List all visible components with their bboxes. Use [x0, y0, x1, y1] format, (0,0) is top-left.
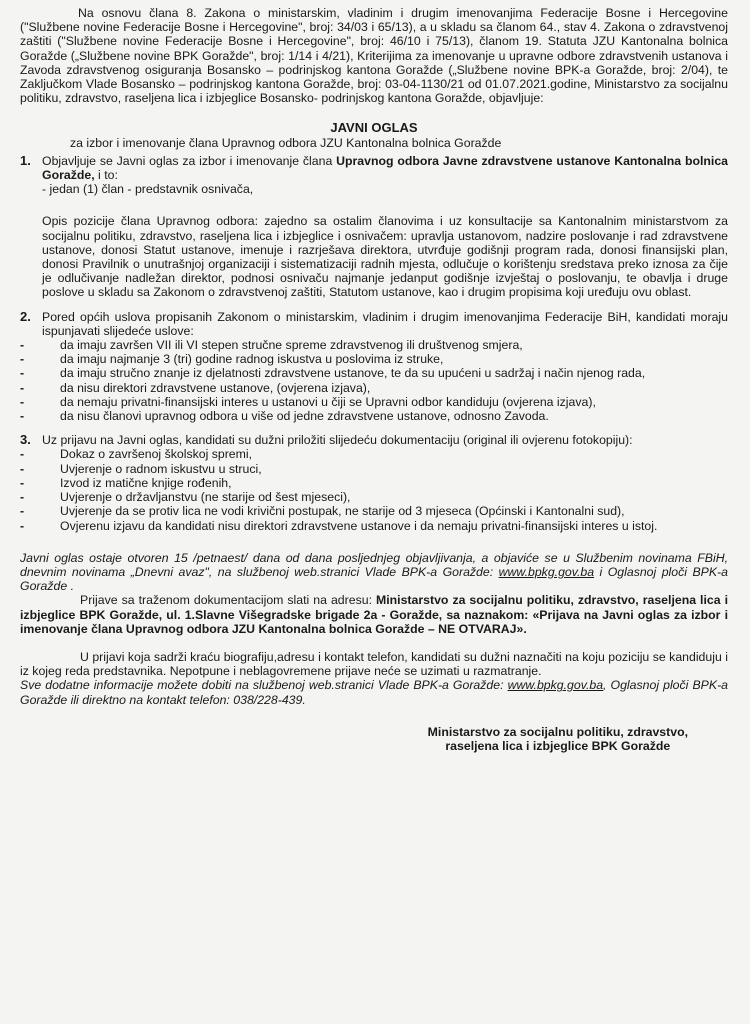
list-item: - Dokaz o završenoj školskoj spremi,: [20, 447, 728, 461]
document-title: JAVNI OGLAS: [330, 120, 418, 136]
signature-block: [20, 725, 728, 753]
send-notice: [20, 593, 728, 636]
open-notice-text-b: i Oglasnoj ploči BPK-a Goražde .: [20, 564, 728, 594]
section-1-text: [42, 154, 728, 182]
section-1-member-line: - jedan (1) član - predstavnik osnivača,: [42, 182, 254, 197]
website-link[interactable]: www.bpkg.gov.ba: [498, 564, 595, 579]
section-1-text-a: Objavljuje se Javni oglas za izbor i imenovanje člana: [42, 153, 337, 168]
section-3-text: Uz prijavu na Javni oglas, kandidati su dužni priložiti slijedeću dokumentaciju (original ili ovjerenu fotokopiju):: [42, 433, 633, 448]
section-1-number: 1.: [20, 152, 31, 168]
section-3-list: [20, 447, 728, 532]
signature-line-2: raseljena lica i izbjeglice BPK Goražde: [445, 738, 671, 753]
list-item: - Izvod iz matične knjige rođenih,: [20, 476, 728, 490]
title-block: [20, 121, 728, 149]
section-3: [20, 433, 728, 447]
section-1-text-bold: Upravnog odbora Javne zdravstvene ustanove Kantonalna bolnica Goražde,: [42, 153, 729, 183]
list-item: - da nisu članovi upravnog odbora u više od jedne zdravstvene ustanove, odnosno Zavoda.: [20, 409, 728, 423]
open-notice: [20, 551, 728, 594]
send-notice-address: Ministarstvo za socijalnu politiku, zdravstvo, raseljena lica i izbjeglice BPK Goražde, ul. 1.Slavne Višegradske brigade 2a - Goražde, sa naznakom: «Prijava na Javni oglas za izbor i imenovanje člana Upravnog odbora JZU Kantonalna bolnica Goražde – NE OTVARAJ».: [20, 593, 728, 636]
list-item: - da imaju stručno znanje iz djelatnosti zdravstvene ustanove, te da su upućeni u sadržaj i način njenog rada,: [20, 366, 728, 380]
website-link[interactable]: www.bpkg.gov.ba: [507, 678, 604, 693]
list-item: - da nisu direktori zdravstvene ustanove, (ovjerena izjava),: [20, 381, 728, 395]
document-subtitle: za izbor i imenovanje člana Upravnog odbora JZU Kantonalna bolnica Goražde: [70, 135, 502, 150]
list-item: - da imaju najmanje 3 (tri) godine radnog iskustva u poslovima iz struke,: [20, 352, 728, 366]
list-item: - Ovjerenu izjavu da kandidati nisu direktori zdravstvene ustanove i da nemaju privatni-finansijski interes u istoj.: [20, 519, 728, 533]
signature-line-1: Ministarstvo za socijalnu politiku, zdravstvo,: [427, 724, 688, 739]
list-item: - Uvjerenje o radnom iskustvu u struci,: [20, 462, 728, 476]
section-3-number: 3.: [20, 432, 31, 448]
section-1: [20, 154, 728, 300]
section-1-text-b: i to:: [94, 168, 118, 183]
section-2-text: Pored općih uslova propisanih Zakonom o ministarskim, vladinim i drugim imenovanjima Federacije BiH, kandidati moraju ispunjavati slijedeće uslove:: [42, 309, 728, 338]
section-2: [20, 310, 728, 338]
open-notice-text-a: Javni oglas ostaje otvoren 15 /petnaest/ dana od dana posljednjeg objavljivanja, a objaviće se u Službenim novinama FBiH, dnevnim novinama „Dnevni avaz", na službenoj web.stranici Vlade BPK-a Goražde:: [20, 550, 728, 579]
list-item: - da imaju završen VII ili VI stepen stručne spreme zdravstvenog ili društvenog smjera,: [20, 338, 728, 352]
section-1-description: Opis pozicije člana Upravnog odbora: zajedno sa ostalim članovima i uz konsultacije sa Kantonalnim ministarstvom za socijalnu politiku, zdravstvo, raseljena lica i izbjeglice i osnivačem: upravlja ustanovom, nadzire poslovanje i rad zdravstvene ustanove, donosi Statut ustanove, imenuje i razrješava direktora, utvrđuje godišnji program rada, donosi finansijski plan, donosi Pravilnik o unutrašnjoj organizaciji i sistematizaciji radnih mjesta, odlučuje o korištenju sredstava preko iznosa za čije je odlučivanje nadležan direktor, podnosi osnivaču najmanje jedanput godišnje izvještaj o poslovanju, te obavlja i druge poslove u skladu sa Zakonom o zdravstvenoj zaštiti, Statutom ustanove, kao i drugim propisima koji uređuju ovu oblast.: [42, 214, 728, 300]
section-2-number: 2.: [20, 308, 31, 324]
intro-paragraph: Na osnovu člana 8. Zakona o ministarskim, vladinim i drugim imenovanjima Federacije Bosne i Hercegovine ("Službene novine Federacije Bosne i Hercegovine", broj: 34/03 i 65/13), a u skladu sa članom 64., stav 4. Zakona o zdravstvenoj zaštiti ("Službene novine Federacije Bosne i Hercegovine", broj: 46/10 i 75/13), članom 19. Statuta JZU Kantonalna bolnica Goražde („Službene novine BPK Goražde", broj: 1/14 i 4/21), Kriterijima za imenovanje u upravne odbore zdravstvenih ustanova i Zavoda zdravstvenog osiguranja Bosansko – podrinjskog kantona Goražde („Službene novine BPK-a Goražde, broj: 2/04), te Zaključkom Vlade Bosansko – podrinjskog kantona Goražde, broj: 03-04-1130/21 od 01.07.2021.godine, Ministarstvo za socijalnu politiku, zdravstvo, raseljena lica i izbjeglice Bosansko- podrinjskog kantona Goražde, objavljuje:: [20, 6, 728, 106]
list-item: - da nemaju privatni-finansijski interes u ustanovi u čiji se Upravni odbor kandiduju (ovjerena izjava),: [20, 395, 728, 409]
application-note: U prijavi koja sadrži kraću biografiju,adresu i kontakt telefon, kandidati su dužni naznačiti na koju poziciju se kandiduju i iz kojeg reda predstavnika. Nepotpune i neblagovremene prijave neće se uzimati u razmatranje.: [20, 649, 728, 679]
info-notice-text-a: Sve dodatne informacije možete dobiti na službenoj web.stranici Vlade BPK-a Goražde:: [20, 678, 508, 693]
list-item: - Uvjerenje da se protiv lica ne vodi krivični postupak, ne starije od 3 mjeseca (Općinski i Kantonalni sud),: [20, 504, 728, 518]
send-notice-text-a: Prijave sa traženom dokumentacijom slati na adresu:: [80, 593, 376, 608]
info-notice-text-b: , Oglasnoj ploči BPK-a Goražde ili direktno na kontakt telefon: 038/228-439.: [20, 678, 728, 707]
info-notice: [20, 678, 728, 706]
section-2-list: [20, 338, 728, 423]
list-item: - Uvjerenje o državljanstvu (ne starije od šest mjeseci),: [20, 490, 728, 504]
